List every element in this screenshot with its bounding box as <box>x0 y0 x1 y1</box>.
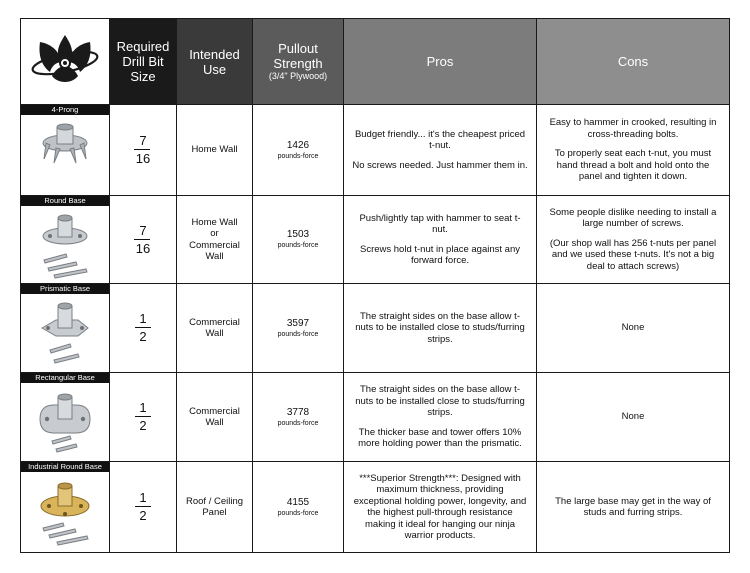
product-name-label: 4-Prong <box>21 105 109 115</box>
brand-logo <box>30 32 100 88</box>
header-row <box>21 19 730 105</box>
pullout-unit: pounds-force <box>277 242 319 249</box>
table-row <box>21 373 730 462</box>
product-name-label: Prismatic Base <box>21 284 109 294</box>
fraction-bar <box>135 327 151 328</box>
drill-numerator: 1 <box>139 311 147 327</box>
round-base-tnut-image <box>36 212 94 282</box>
pros-paragraph: The straight sides on the base allow t-nuts to be installed close to studs/furring strips. <box>355 310 525 345</box>
product-cell <box>21 196 110 284</box>
cons-paragraph: None <box>621 322 645 334</box>
table-row <box>21 196 730 284</box>
pros-paragraph: The thicker base and tower offers 10% more holding power than the prismatic. <box>358 426 522 450</box>
cons-paragraph: The large base may get in the way of studs and furring strips. <box>555 495 711 518</box>
pullout-cell <box>253 105 344 196</box>
tnut-comparison-table <box>20 18 730 553</box>
rectangular-base-tnut-image <box>36 389 94 455</box>
header-drill-line: Required <box>116 39 170 54</box>
drill-denominator: 16 <box>135 240 151 256</box>
header-intended-use <box>177 19 253 105</box>
drill-size-cell <box>110 105 177 196</box>
cons-paragraph: To properly seat each t-nut, you must hand thread a bolt and hold onto the panel and tighten it down. <box>554 148 712 183</box>
four-prong-tnut-image <box>38 121 92 165</box>
drill-numerator: 1 <box>139 400 147 416</box>
pros-paragraph: ***Superior Strength***: Designed with maximum thickness, providing exceptional holding power, longevity, and the highest pull-through resistance making it ideal for hanging our ninja warrior products. <box>353 472 527 541</box>
drill-denominator: 2 <box>139 329 147 345</box>
table-row <box>21 462 730 553</box>
product-cell <box>21 462 110 553</box>
intended-use-line: or <box>210 228 219 239</box>
pros-paragraph: The straight sides on the base allow t-nuts to be installed close to studs/furring strips. <box>355 384 525 419</box>
drill-size-fraction <box>134 133 152 166</box>
intended-use-cell <box>177 462 253 553</box>
header-pullout-line: Strength <box>273 56 323 71</box>
header-drill-line: Drill Bit <box>122 54 164 69</box>
pullout-unit: pounds-force <box>277 509 319 517</box>
intended-use-line: Wall <box>205 417 224 428</box>
header-pullout-line: Pullout <box>278 41 318 56</box>
header-pros: Pros <box>344 19 537 105</box>
cons-cell <box>537 196 730 284</box>
pullout-value: 3778 <box>286 406 310 418</box>
pullout-unit: pounds-force <box>277 419 319 427</box>
header-pullout-note: (3/4" Plywood) <box>268 71 328 81</box>
cons-paragraph: Easy to hammer in crooked, resulting in cross-threading bolts. <box>549 117 717 140</box>
cons-cell <box>537 373 730 462</box>
intended-use-line: Wall <box>205 328 224 339</box>
product-cell <box>21 105 110 196</box>
table-row <box>21 105 730 196</box>
intended-use-line: Commercial <box>189 316 240 328</box>
pullout-value: 4155 <box>286 496 310 508</box>
cons-cell <box>537 462 730 553</box>
drill-size-cell <box>110 462 177 553</box>
drill-size-fraction <box>135 311 151 344</box>
drill-numerator: 1 <box>139 490 147 506</box>
intended-use-line: Home Wall <box>191 216 238 228</box>
fraction-bar <box>134 239 150 240</box>
intended-use-cell <box>177 105 253 196</box>
header-cons: Cons <box>537 19 730 105</box>
drill-size-fraction <box>134 223 152 256</box>
pros-cell <box>344 105 537 196</box>
header-use-line: Intended <box>189 46 240 62</box>
prismatic-base-tnut-image <box>36 300 94 368</box>
pullout-cell <box>253 373 344 462</box>
drill-size-cell <box>110 373 177 462</box>
cons-cell <box>537 105 730 196</box>
intended-use-line: Panel <box>202 507 227 518</box>
drill-size-fraction <box>135 400 151 433</box>
intended-use-line: Home Wall <box>191 144 238 156</box>
pullout-unit: pounds-force <box>277 330 319 338</box>
fraction-bar <box>135 416 151 417</box>
product-cell <box>21 373 110 462</box>
cons-paragraph: (Our shop wall has 256 t-nuts per panel and we used these t-nuts. It's not a big deal to attach screws) <box>549 237 717 272</box>
pros-paragraph: Budget friendly... it's the cheapest priced t-nut. <box>354 128 526 152</box>
logo-cell <box>21 19 110 105</box>
industrial-round-base-tnut-image <box>35 478 95 548</box>
product-name-label: Rectangular Base <box>21 373 109 383</box>
pros-paragraph: Push/lightly tap with hammer to seat t-nut. <box>359 212 521 235</box>
intended-use-line: Commercial <box>189 405 240 417</box>
drill-size-fraction <box>135 490 151 523</box>
header-use-line: Use <box>202 61 227 77</box>
intended-use-cell <box>177 284 253 373</box>
drill-size-cell <box>110 284 177 373</box>
cons-paragraph: Some people dislike needing to install a large number of screws. <box>549 206 717 230</box>
product-cell <box>21 284 110 373</box>
pros-cell <box>344 284 537 373</box>
pros-paragraph: Screws hold t-nut in place against any forward force. <box>359 243 520 266</box>
intended-use-cell <box>177 196 253 284</box>
intended-use-line: Wall <box>205 251 224 262</box>
intended-use-line: Roof / Ceiling <box>185 495 244 507</box>
pullout-cell <box>253 462 344 553</box>
header-drill-line: Size <box>130 69 156 84</box>
pros-paragraph: No screws needed. Just hammer them in. <box>352 159 528 171</box>
pros-cell <box>344 462 537 553</box>
product-name-label: Round Base <box>21 196 109 206</box>
fraction-bar <box>135 506 151 507</box>
drill-denominator: 2 <box>139 508 147 524</box>
drill-numerator: 7 <box>139 222 147 238</box>
pullout-cell <box>253 196 344 284</box>
pullout-unit: pounds-force <box>277 152 319 160</box>
pullout-value: 1503 <box>286 229 310 240</box>
product-name-label: Industrial Round Base <box>21 462 109 472</box>
intended-use-line: Commercial <box>189 239 240 251</box>
header-drill-bit-size <box>110 19 177 105</box>
pros-cell <box>344 196 537 284</box>
pullout-cell <box>253 284 344 373</box>
pullout-value: 1426 <box>286 139 310 151</box>
drill-denominator: 16 <box>135 151 151 167</box>
fraction-bar <box>134 149 150 150</box>
drill-denominator: 2 <box>139 418 147 434</box>
pullout-value: 3597 <box>286 317 310 329</box>
cons-cell <box>537 284 730 373</box>
pros-cell <box>344 373 537 462</box>
header-pullout-strength <box>253 19 344 105</box>
intended-use-cell <box>177 373 253 462</box>
drill-size-cell <box>110 196 177 284</box>
drill-numerator: 7 <box>139 133 147 149</box>
cons-paragraph: None <box>621 411 645 423</box>
table-row <box>21 284 730 373</box>
